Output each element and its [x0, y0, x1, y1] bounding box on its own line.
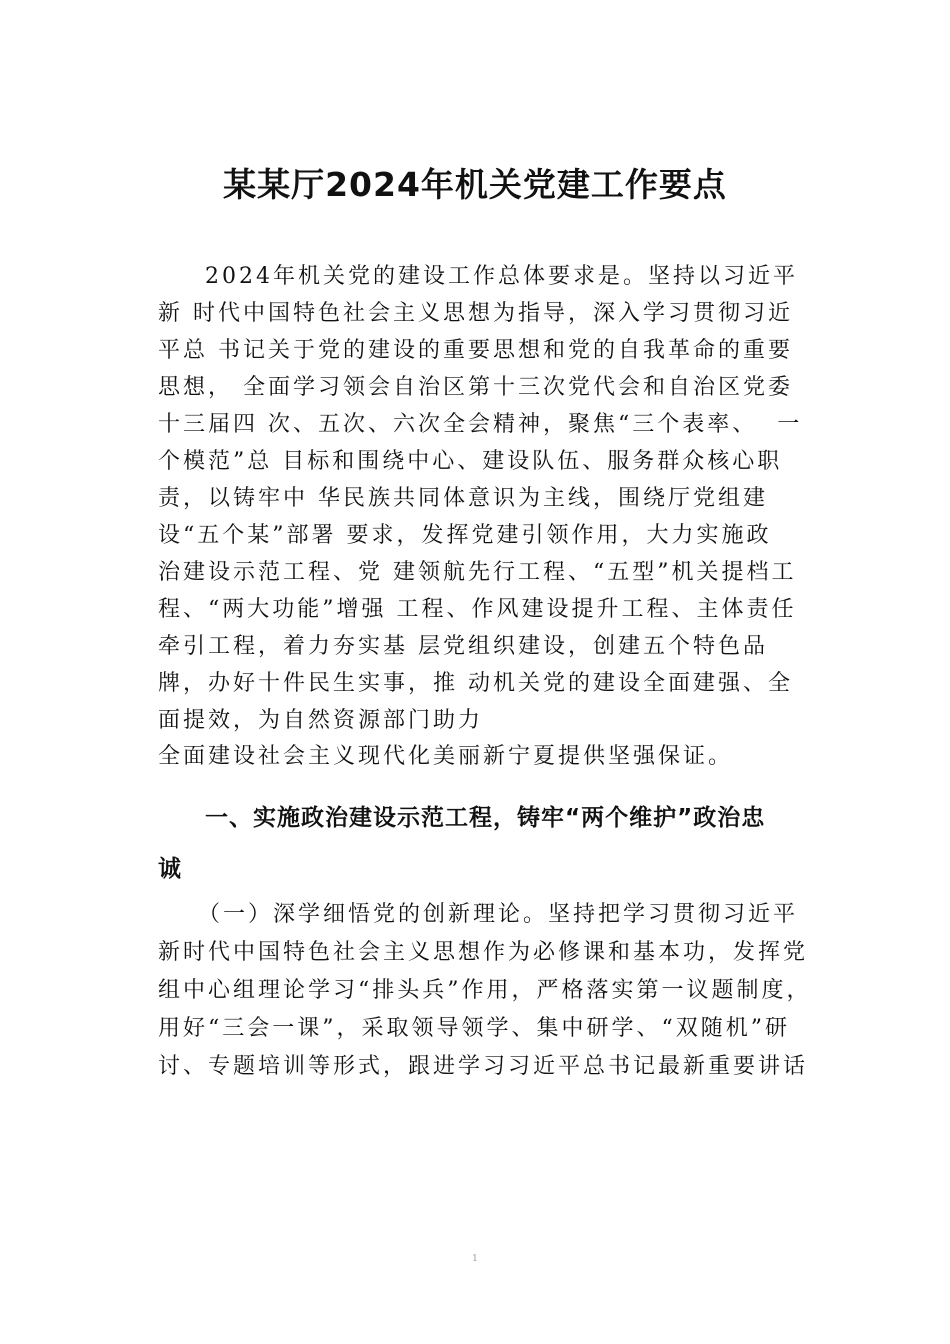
intro-line: 思想， 全面学习领会自治区第十三次党代会和自治区党委	[158, 375, 793, 400]
intro-line: 面提效，为自然资源部门助力	[158, 708, 484, 733]
intro-line: 程、“两大功能”增强 工程、作风建设提升工程、主体责任	[158, 597, 797, 622]
body-line: 用好“三会一课”，采取领导领学、集中研学、“双随机”研	[158, 1016, 790, 1041]
section-heading: 诚	[158, 856, 182, 882]
intro-line: 十三届四 次、五次、六次全会精神，聚焦“三个表率、 一	[158, 412, 803, 437]
intro-line: 牌，办好十件民生实事，推 动机关党的建设全面建强、全	[158, 671, 793, 696]
intro-line: 治建设示范工程、党 建领航先行工程、“五型”机关提档工	[158, 560, 797, 585]
intro-line: 新 时代中国特色社会主义思想为指导，深入学习贯彻习近	[158, 301, 793, 326]
body-line: （一）深学细悟党的创新理论。坚持把学习贯彻习近平	[198, 902, 799, 927]
body-line: 组中心组理论学习“排头兵”作用，严格落实第一议题制度，	[158, 978, 812, 1003]
section-heading: 一、实施政治建设示范工程，铸牢“两个维护”政治忠	[205, 805, 766, 831]
body-line: 新时代中国特色社会主义思想作为必修课和基本功，发挥党	[158, 940, 809, 965]
body-line: 讨、专题培训等形式，跟进学习习近平总书记最新重要讲话	[158, 1054, 809, 1079]
intro-line: 2024年机关党的建设工作总体要求是。坚持以习近平	[205, 264, 798, 289]
intro-line: 全面建设社会主义现代化美丽新宁夏提供坚强保证。	[158, 744, 734, 769]
document-title: 某某厅2024年机关党建工作要点	[223, 165, 727, 204]
intro-line: 平总 书记关于党的建设的重要思想和党的自我革命的重要	[158, 338, 793, 363]
intro-line: 牵引工程，着力夯实基 层党组织建设，创建五个特色品	[158, 634, 768, 659]
intro-line: 责，以铸牢中 华民族共同体意识为主线，围绕厅党组建	[158, 486, 768, 511]
intro-line: 设“五个某”部署 要求，发挥党建引领作用，大力实施政	[158, 523, 772, 548]
intro-line: 个模范”总 目标和围绕中心、建设队伍、服务群众核心职	[158, 449, 783, 474]
page-number: 1	[472, 1254, 478, 1264]
